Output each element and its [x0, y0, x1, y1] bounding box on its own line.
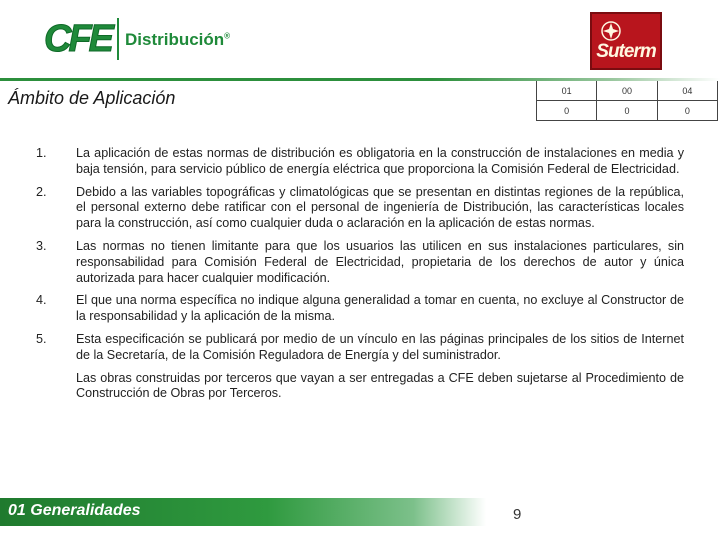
revision-cell: 04 — [657, 81, 717, 101]
item-number: 2. — [36, 184, 47, 199]
lightning-seal-icon — [600, 20, 622, 42]
revision-row-2 — [537, 101, 718, 121]
registered-mark: ® — [224, 30, 231, 40]
list-item — [36, 332, 684, 364]
revision-cell: 01 — [537, 81, 597, 101]
item-text: La aplicación de estas normas de distribución es obligatoria en la construcción de instalaciones en media y baja tensión, para servicio público de energía eléctrica que proporciona la Comisión Federal de Electricidad. — [76, 146, 684, 176]
revision-row-1 — [537, 81, 718, 101]
list-item — [36, 146, 684, 178]
item-text: Las normas no tienen limitante para que los usuarios las utilicen en sus instalaciones particulares, sin responsabilidad para Comisión Federal de Electricidad, propietaria de los derechos de autor y única autorizada para hacer cualquier modificación. — [76, 238, 684, 285]
cfe-distribucion-logo — [44, 14, 230, 64]
suterm-wordmark: Suterm — [596, 41, 656, 62]
cfe-subtitle-text: Distribución — [125, 29, 225, 49]
revision-cell: 0 — [537, 101, 597, 121]
item-text: El que una norma específica no indique alguna generalidad a tomar en cuenta, no excluye al Constructor de la responsabilidad y la aplicación de la misma. — [76, 293, 684, 324]
item-text: Debido a las variables topográficas y climatológicas que se presentan en distintas regiones de la república, el personal externo debe ratificar con el personal de ingeniería de Distribución, las características locales para la construcción, así como cualquier duda o aclaración en la aplicación de estas normas. — [76, 184, 684, 231]
revision-cell: 0 — [657, 101, 717, 121]
item-number: 1. — [36, 146, 47, 160]
section-title: Ámbito de Aplicación — [8, 88, 176, 108]
logo-separator — [117, 18, 119, 60]
item-number: 4. — [36, 293, 47, 308]
item-number: 5. — [36, 331, 47, 346]
third-party-note: Las obras construidas por terceros que vayan a ser entregadas a CFE deben sujetarse al Procedimiento de Construcción de Obras por Terceros. — [76, 370, 684, 401]
cfe-logo-mark: CFE — [44, 18, 111, 60]
revision-cell: 0 — [597, 101, 657, 121]
list-item — [36, 239, 684, 286]
footer-section-label: 01 Generalidades — [8, 502, 141, 519]
cfe-logo-subtitle — [125, 31, 230, 48]
revision-cell: 00 — [597, 81, 657, 101]
item-text: Esta especificación se publicará por medio de un vínculo en las páginas principales de los sitios de Internet de la Secretaría, de la Comisión Reguladora de Energía y del suministrador. — [76, 331, 684, 362]
scope-list — [36, 146, 684, 402]
list-item — [36, 185, 684, 232]
page-number: 9 — [513, 506, 522, 523]
revision-table — [536, 81, 718, 121]
list-item — [36, 293, 684, 325]
suterm-logo — [590, 12, 662, 70]
item-number: 3. — [36, 238, 47, 253]
